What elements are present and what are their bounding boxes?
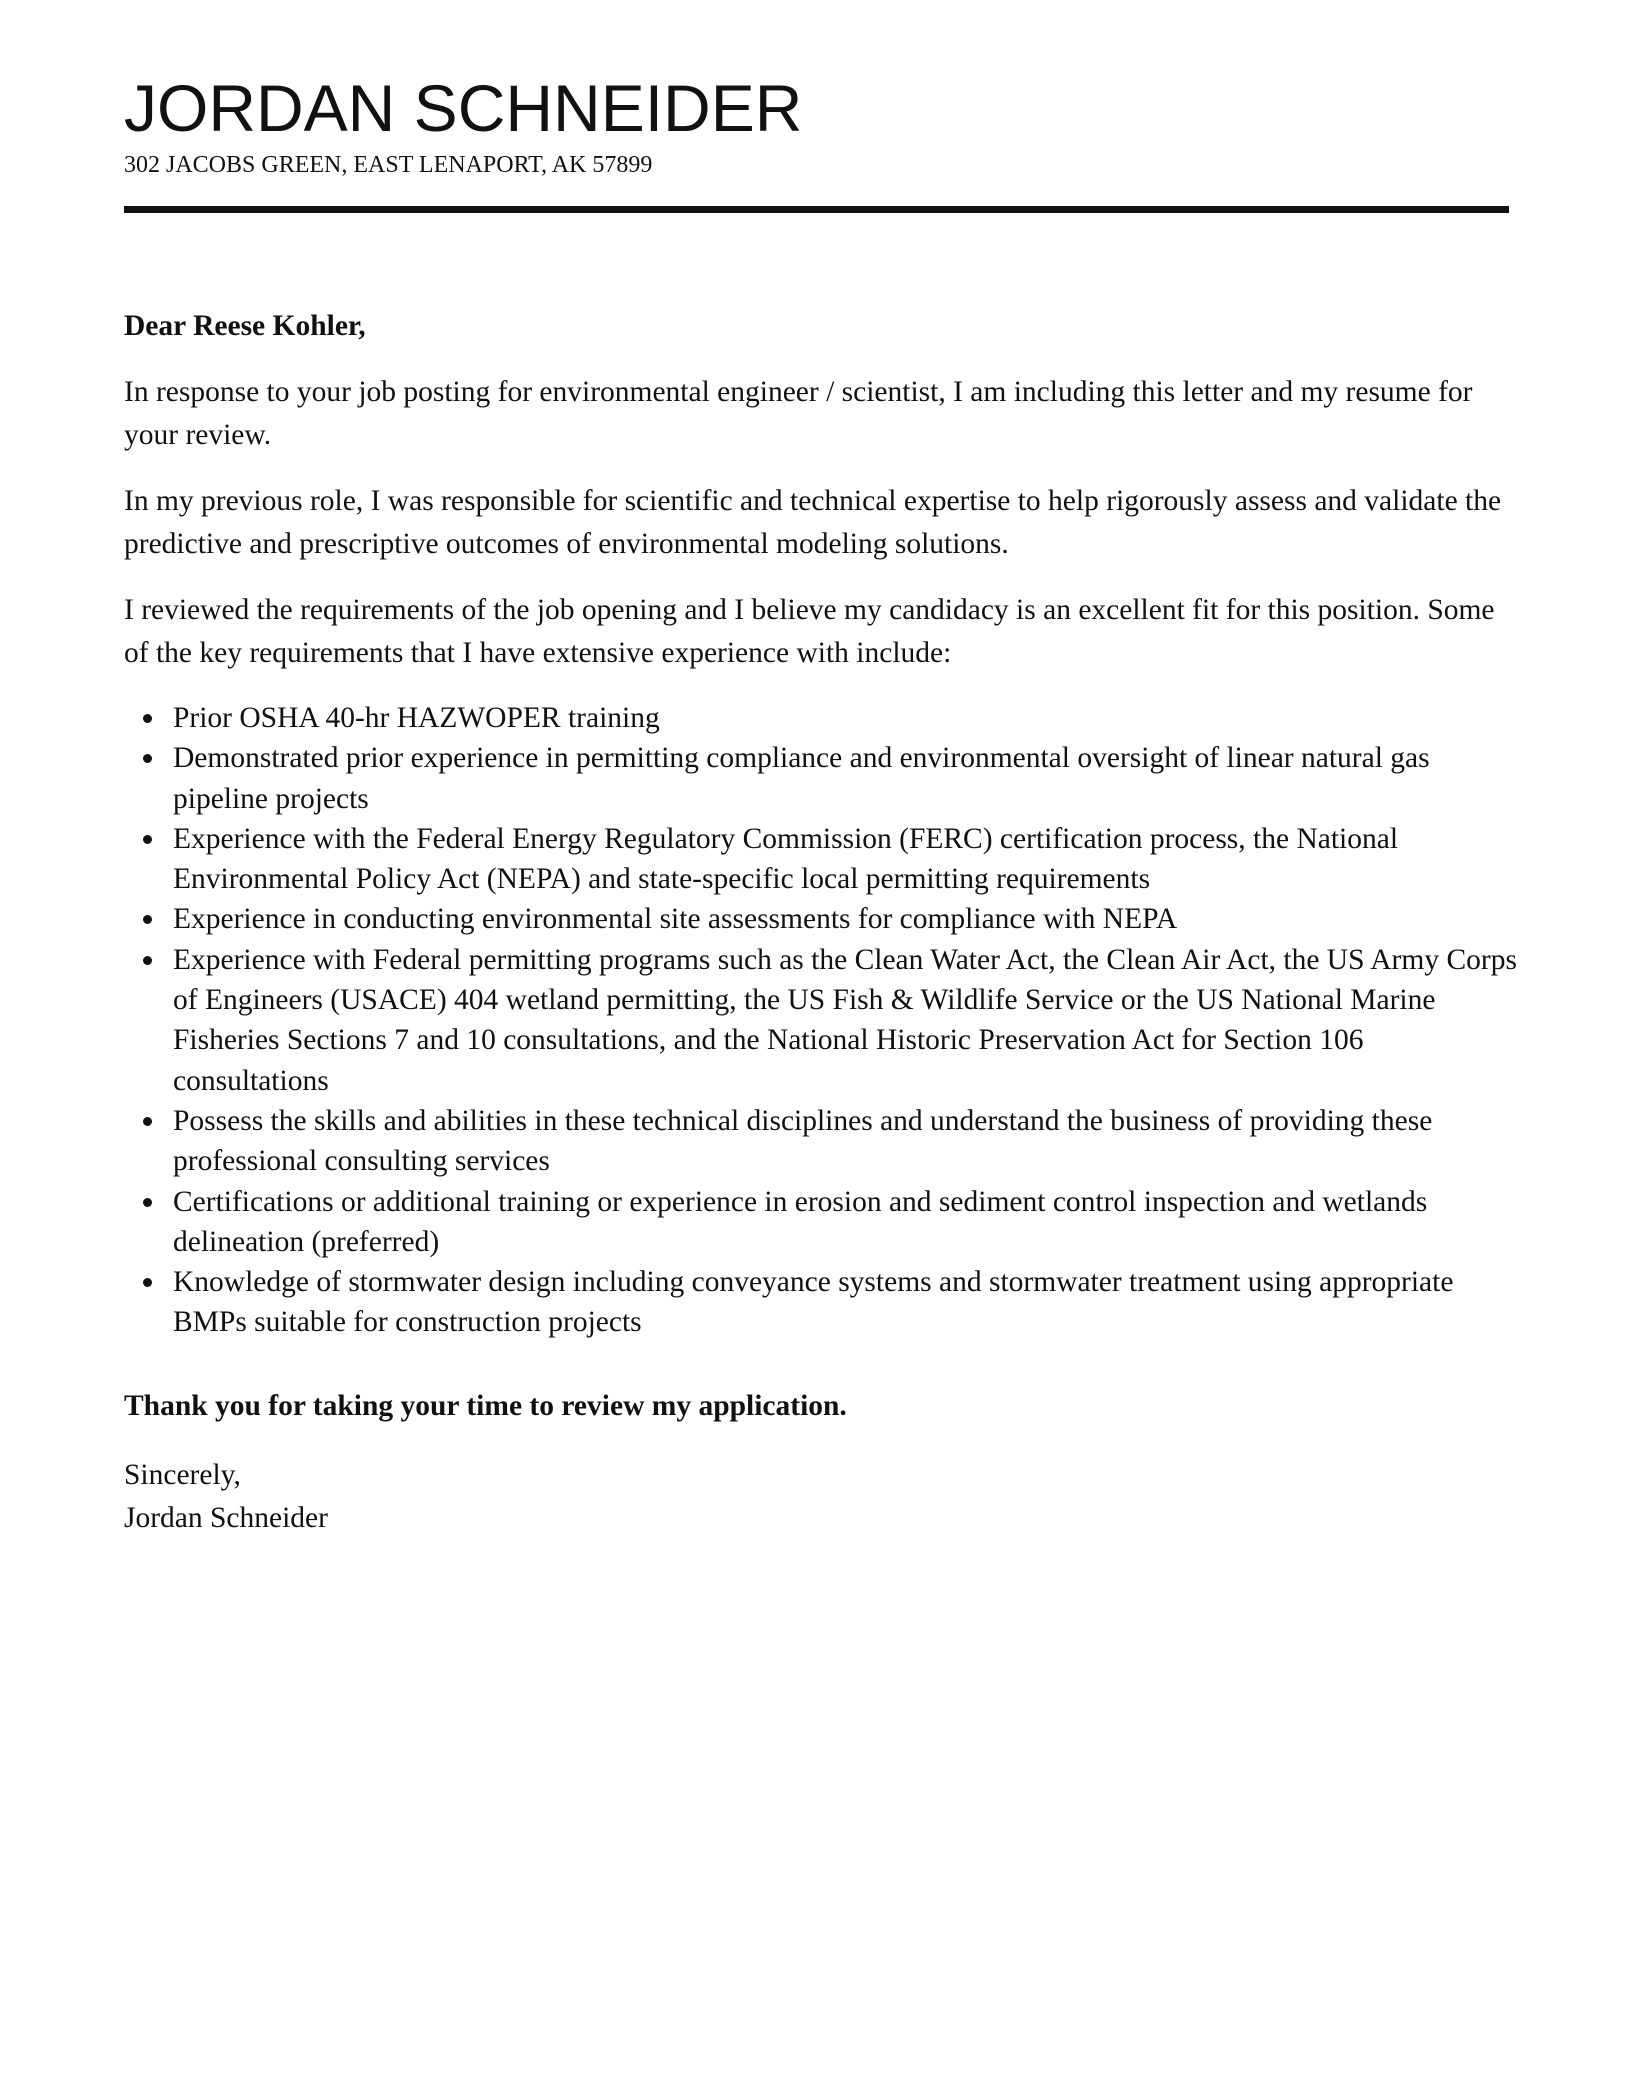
list-item [124, 940, 1524, 1101]
bullet-icon [143, 1198, 152, 1207]
letter-body [124, 305, 1524, 1540]
signoff: Sincerely, [124, 1458, 241, 1491]
salutation: Dear Reese Kohler, [124, 310, 366, 342]
bullet-icon [143, 1278, 152, 1287]
list-item-text: Prior OSHA 40-hr HAZWOPER training [173, 702, 660, 734]
signature-name: Jordan Schneider [124, 1501, 328, 1534]
list-item-text: Knowledge of stormwater design including conveyance systems and stormwater treatment using appropriate BMPs suitable for construction projects [173, 1266, 1454, 1339]
requirements-list [124, 698, 1524, 1343]
paragraph-intro: In response to your job posting for environmental engineer / scientist, I am including this letter and my resume for your review. [124, 376, 1473, 451]
list-item [124, 698, 1524, 738]
list-item-text: Experience in conducting environmental site assessments for compliance with NEPA [173, 903, 1178, 936]
applicant-address: 302 JACOBS GREEN, EAST LENAPORT, AK 57899 [124, 152, 653, 178]
list-item [124, 1262, 1524, 1343]
list-item-text: Experience with Federal permitting programs such as the Clean Water Act, the Clean Air Act, the US Army Corps of Engineers (USACE) 404 wetland permitting, the US Fish & Wildlife Service or the US National Marine Fisheries Sections 7 and 10 consultations, and the National Historic Preservation Act for Section 106 consultations [173, 943, 1517, 1097]
bullet-icon [143, 714, 152, 723]
applicant-name: JORDAN SCHNEIDER [124, 71, 803, 145]
bullet-icon [143, 956, 152, 965]
bullet-icon [143, 754, 152, 763]
list-item [124, 819, 1524, 900]
paragraph-previous-role: In my previous role, I was responsible for scientific and technical expertise to help rigorously assess and validate the predictive and prescriptive outcomes of environmental modeling solutions. [124, 485, 1502, 560]
list-item-text: Experience with the Federal Energy Regulatory Commission (FERC) certification process, the National Environmental Policy Act (NEPA) and state-specific local permitting requirements [173, 822, 1399, 896]
list-item [124, 1101, 1524, 1182]
bullet-icon [143, 835, 152, 844]
bullet-icon [143, 1117, 152, 1126]
list-item-text: Certifications or additional training or experience in erosion and sediment control inspection and wetlands delineation (preferred) [173, 1185, 1428, 1258]
list-item-text: Possess the skills and abilities in these technical disciplines and understand the business of providing these professional consulting services [173, 1104, 1433, 1178]
list-item [124, 738, 1524, 819]
list-item [124, 1182, 1524, 1263]
list-item-text: Demonstrated prior experience in permitting compliance and environmental oversight of linear natural gas pipeline projects [173, 742, 1430, 815]
header-divider [124, 206, 1509, 213]
bullet-icon [143, 915, 152, 924]
paragraph-requirements: I reviewed the requirements of the job opening and I believe my candidacy is an excellent fit for this position. Some of the key requirements that I have extensive experience with include: [124, 594, 1495, 669]
list-item [124, 899, 1524, 939]
closing-line: Thank you for taking your time to review my application. [124, 1389, 847, 1422]
